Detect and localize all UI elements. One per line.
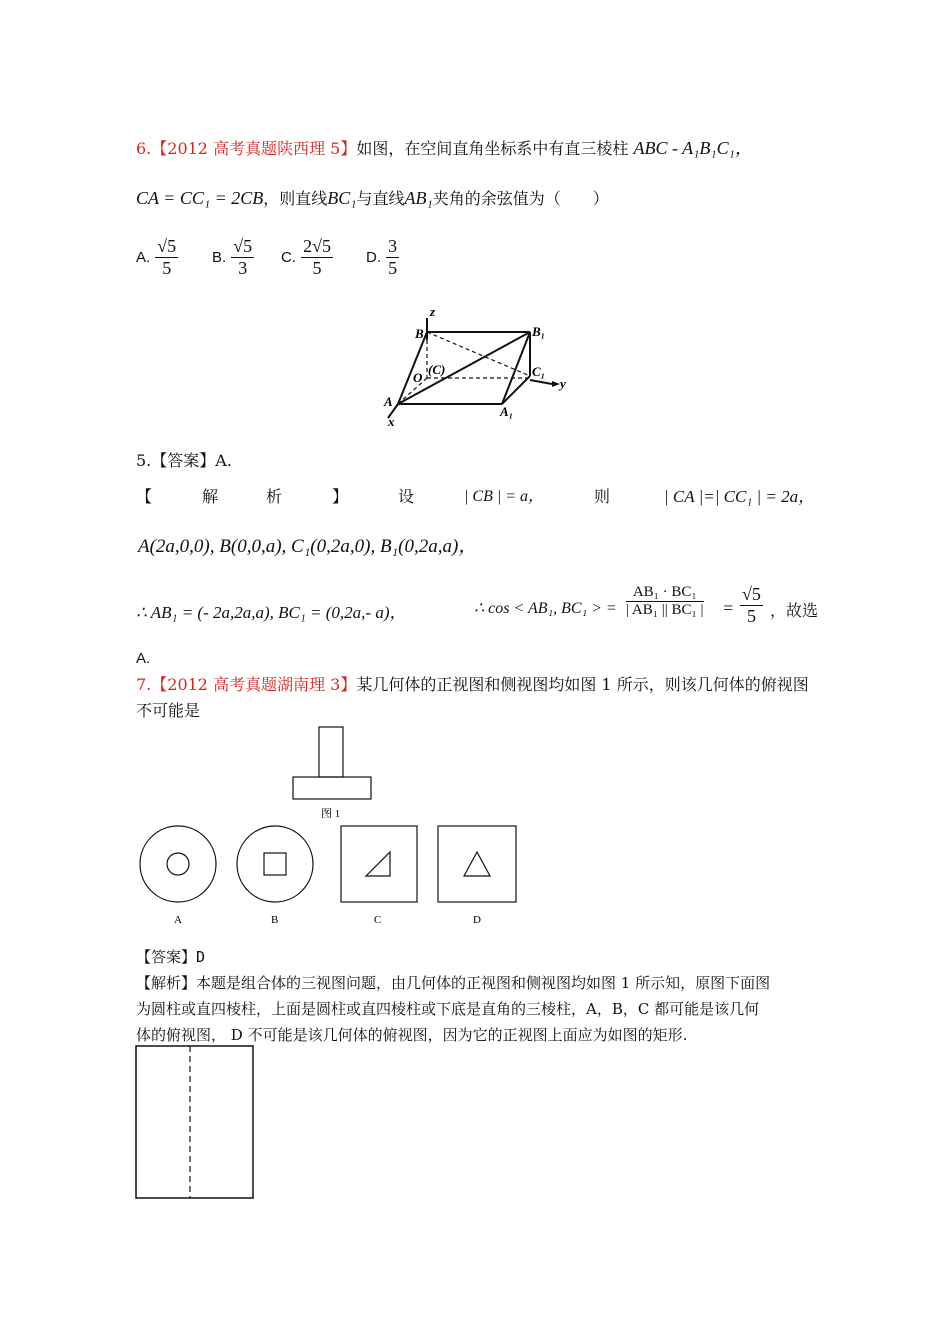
- option-letter: B.: [212, 249, 227, 266]
- cos-expr: ∴ cos < AB₁, BC₁ > =: [474, 600, 617, 617]
- cos-fraction: $\frac{\text{AB₁ · BC₁}}{\text{| AB₁ || BC₁ |}}$: [626, 584, 704, 618]
- choice-b-inner-square: [264, 853, 286, 875]
- fig-label-b: B: [415, 326, 424, 341]
- q6-option-b: [212, 236, 254, 279]
- option-letter: C.: [281, 249, 296, 266]
- q7-stem-line2: 不可能是: [136, 701, 201, 720]
- fig-label-c: (C): [428, 362, 446, 377]
- fig-label-o: O: [413, 370, 423, 385]
- option-fraction: $\frac{√5}{3}$: [233, 236, 253, 278]
- choice-a-inner-circle: [167, 853, 189, 875]
- a6-answer: 5.【答案】A.: [136, 451, 232, 470]
- fig-label-a1: A₁: [500, 404, 514, 419]
- jiexi-char1: 解: [202, 487, 219, 506]
- q7-source: 【2012 高考真题湖南理 3】: [151, 675, 357, 694]
- fig-label-x: x: [388, 414, 395, 429]
- choice-a-label: A: [174, 914, 182, 926]
- choice-c-right-triangle: [366, 852, 390, 876]
- a7-line3: 体的俯视图， D 不可能是该几何体的俯视图，因为它的正视图上面应为如图的矩形.: [136, 1026, 688, 1044]
- q7-stem-line1: [136, 674, 809, 696]
- eq-sign: =: [722, 598, 735, 618]
- q6-stem2: ，则直线: [263, 189, 328, 208]
- she-char: 设: [398, 487, 415, 506]
- q6-stem1: 如图，在空间直角坐标系中有直三棱柱: [356, 139, 629, 158]
- choice-c-square: [341, 826, 417, 902]
- q7-figure1: [285, 722, 385, 822]
- fig-label-c1: C₁: [532, 364, 546, 379]
- q6-line1: BC₁: [327, 188, 357, 208]
- a7-rectangle-figure: [134, 1044, 256, 1202]
- option-fraction: $\frac{2√5}{5}$: [303, 236, 331, 278]
- fig-label-z: z: [430, 304, 436, 319]
- option-fraction: $\frac{√5}{5}$: [157, 236, 177, 278]
- vector-expr: ∴ AB₁ = (- 2a,2a,a), BC₁ = (0,2a,- a)，: [136, 603, 407, 622]
- q6-option-a: [136, 236, 178, 279]
- q7-number: 7.: [136, 675, 152, 694]
- choice-d-label: D: [473, 914, 481, 926]
- q6-stem3: 夹角的余弦值为（ ）: [432, 189, 609, 208]
- a6-vector-row: [136, 578, 826, 638]
- fig-label-y: y: [560, 376, 566, 391]
- a7-line2: 为圆柱或直四棱柱，上面是圆柱或直四棱柱或下底是直角的三棱柱，A，B，C 都可能是该几何: [136, 1000, 760, 1018]
- q6-source: 【2012 高考真题陕西理 5】: [151, 139, 357, 158]
- result-fraction: $\frac{√5}{5}$: [742, 584, 761, 626]
- a7-answer: 【答案】D: [136, 948, 206, 966]
- option-letter: A.: [136, 249, 151, 266]
- choice-c-label: C: [374, 914, 382, 926]
- q6-stem-line2: [136, 187, 609, 210]
- a6-coordinates: A(2a,0,0), B(0,0,a), C₁(0,2a,0), B₁(0,2a,a)，: [138, 536, 478, 557]
- choice-b-label: B: [271, 914, 279, 926]
- q6-mid: 与直线: [356, 189, 405, 208]
- q6-prism-figure: [380, 300, 580, 430]
- a7-line1: 【解析】本题是组合体的三视图问题，由几何体的正视图和侧视图均如图 1 所示知，原图下面图: [136, 974, 771, 992]
- q6-condition: CA = CC₁ = 2CB: [136, 188, 264, 208]
- q6-option-c: [281, 236, 333, 279]
- option-letter: D.: [366, 249, 381, 266]
- choice-a-outer-circle: [140, 826, 216, 902]
- choice-b-outer-circle: [237, 826, 313, 902]
- a6-end: A.: [136, 650, 151, 667]
- fig-label-a: A: [384, 394, 393, 409]
- q6-prism: ABC - A₁B₁C₁，: [633, 138, 753, 158]
- figure1-label: 图 1: [321, 808, 341, 820]
- choice-d-square: [438, 826, 516, 902]
- q6-line2: AB₁: [404, 188, 433, 208]
- choice-d-triangle: [464, 852, 490, 876]
- option-fraction: $\frac{3}{5}$: [388, 236, 398, 278]
- fig-label-b1: B₁: [532, 324, 546, 339]
- q6-stem-line1: [136, 137, 753, 160]
- tail-text: ，故选: [770, 601, 819, 620]
- q6-option-d: [366, 236, 399, 279]
- jiexi-left: 【: [136, 487, 153, 506]
- jiexi-char2: 析: [266, 487, 283, 506]
- jiexi-right: 】: [332, 487, 349, 506]
- cb-expr: | CB | = a，: [464, 488, 545, 505]
- q7-stem1: 某几何体的正视图和侧视图均如图 1 所示，则该几何体的俯视图: [356, 675, 809, 694]
- q6-number: 6.: [136, 139, 152, 158]
- ze-char: 则: [594, 487, 611, 506]
- ca-expr: | CA |=| CC₁ | = 2a，: [664, 487, 816, 506]
- q7-choices: [130, 818, 530, 928]
